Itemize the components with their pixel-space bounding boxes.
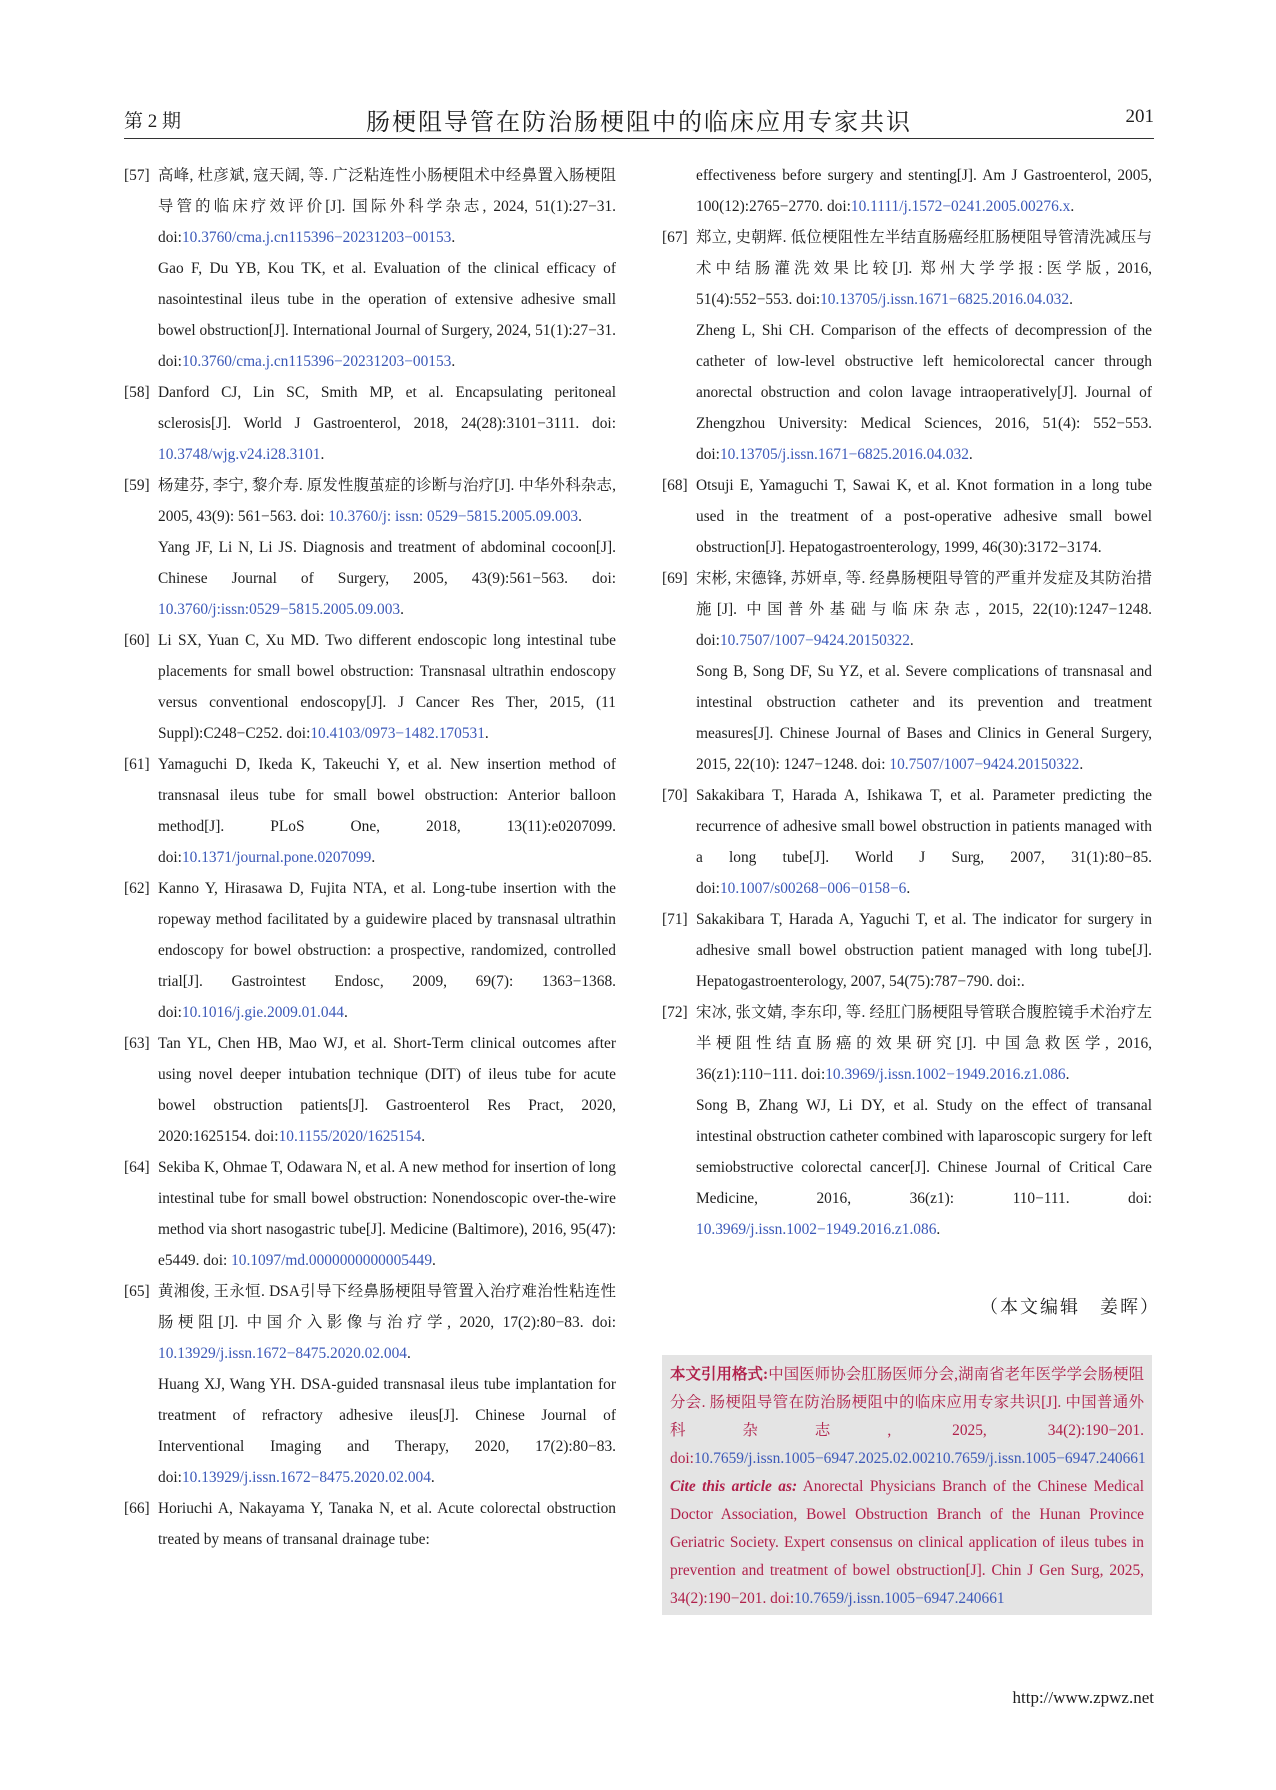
reference-body: 杨建芬, 李宁, 黎介寿. 原发性腹茧症的诊断与治疗[J]. 中华外科杂志, 2005, 43(9): 561−563. doi:	[158, 477, 616, 525]
page-header	[124, 100, 1154, 136]
footer-url-link[interactable]: http://www.zpwz.net	[1012, 1688, 1154, 1707]
reference-entry	[124, 625, 616, 749]
reference-body: 高峰, 杜彦斌, 寇天阔, 等. 广泛粘连性小肠梗阻术中经鼻置入肠梗阻导管的临床疗效评价[J]. 国际外科学杂志, 2024, 51(1):27−31. doi:	[158, 167, 616, 246]
reference-text	[158, 1276, 616, 1369]
reference-body: 宋冰, 张文婧, 李东印, 等. 经肛门肠梗阻导管联合腹腔镜手术治疗左半梗阻性结直肠癌的效果研究[J]. 中国急救医学, 2016, 36(z1):110−111. doi:	[696, 1004, 1152, 1083]
reference-entry	[124, 1028, 616, 1152]
doi-link[interactable]: 10.1097/md.0000000000005449	[231, 1252, 433, 1269]
reference-body: Tan YL, Chen HB, Mao WJ, et al. Short-Term clinical outcomes after using novel deeper intubation technique (DIT) of ileus tube for acute bowel obstruction patients[J]. Gastroenterol Res Pract, 2020, 2020:1625154. doi:	[158, 1035, 616, 1145]
citation-english	[670, 1473, 1144, 1613]
reference-text	[696, 563, 1152, 656]
reference-text	[158, 625, 616, 749]
reference-body: Gao F, Du YB, Kou TK, et al. Evaluation of the clinical efficacy of nasointestinal ileus tube in the operation of extensive adhesive small bowel obstruction[J]. International Journal of Surgery, 2024, 51(1):27−31. doi:	[158, 260, 616, 370]
reference-end-punctuation: .	[406, 1345, 411, 1362]
doi-link[interactable]: 10.3760/j: issn: 0529−5815.2005.09.003	[328, 508, 579, 525]
reference-body: Horiuchi A, Nakayama Y, Tanaka N, et al. Acute colorectal obstruction treated by means of transanal drainage tube:	[158, 1500, 616, 1548]
doi-link[interactable]: 10.7507/1007−9424.20150322	[889, 756, 1080, 773]
reference-text	[158, 470, 616, 532]
reference-text	[696, 997, 1152, 1090]
reference-entry	[124, 160, 616, 377]
running-title: 肠梗阻导管在防治肠梗阻中的临床应用专家共识	[366, 110, 912, 136]
reference-entry	[124, 1493, 616, 1555]
reference-entry	[124, 470, 616, 625]
reference-text	[696, 1090, 1152, 1245]
doi-link[interactable]: 10.1111/j.1572−0241.2005.00276.x	[850, 198, 1071, 215]
reference-body: 郑立, 史朝辉. 低位梗阻性左半结直肠癌经肛肠梗阻导管清洗减压与术中结肠灌洗效果比较[J]. 郑州大学学报:医学版, 2016, 51(4):552−553. doi:	[696, 229, 1152, 308]
doi-link[interactable]: 10.7507/1007−9424.20150322	[719, 632, 910, 649]
reference-body: Sakakibara T, Harada A, Ishikawa T, et al. Parameter predicting the recurrence of adhesive small bowel obstruction in patients managed with a long tube[J]. World J Surg, 2007, 31(1):80−85. doi:	[696, 787, 1152, 897]
reference-number: [60]	[124, 632, 150, 649]
page-number: 201	[1125, 106, 1154, 127]
reference-end-punctuation: .	[451, 229, 456, 246]
reference-end-punctuation: .	[578, 508, 582, 525]
reference-body: Sakakibara T, Harada A, Yaguchi T, et al. The indicator for surgery in adhesive small bowel obstruction patient managed with long tube[J]. Hepatogastroenterology, 2007, 54(75):787−790. doi:.	[696, 911, 1152, 990]
editor-note: （本文编辑 姜晖）	[980, 1297, 1160, 1317]
citation-english-doi-link[interactable]: 10.7659/j.issn.1005−6947.240661	[794, 1590, 1005, 1607]
reference-text	[158, 1152, 616, 1276]
reference-end-punctuation: .	[1070, 198, 1075, 215]
doi-link[interactable]: 10.1007/s00268−006−0158−6	[719, 880, 907, 897]
reference-text	[158, 253, 616, 377]
citation-chinese-label: 本文引用格式:	[670, 1366, 769, 1383]
reference-text	[158, 749, 616, 873]
reference-number: [66]	[124, 1500, 150, 1517]
issue-number: 第 2 期	[124, 111, 182, 132]
reference-body: Yamaguchi D, Ikeda K, Takeuchi Y, et al. New insertion method of transnasal ileus tube for small bowel obstruction: Anterior balloon method[J]. PLoS One, 2018, 13(11):e0207099. doi:	[158, 756, 616, 866]
reference-entry	[124, 873, 616, 1028]
reference-text	[696, 780, 1152, 904]
reference-entry	[662, 160, 1152, 222]
reference-number: [59]	[124, 477, 150, 494]
reference-end-punctuation: .	[432, 1252, 436, 1269]
reference-number: [64]	[124, 1159, 150, 1176]
reference-number: [62]	[124, 880, 150, 897]
reference-end-punctuation: .	[430, 1469, 435, 1486]
reference-end-punctuation: .	[421, 1128, 426, 1145]
reference-body: Li SX, Yuan C, Xu MD. Two different endoscopic long intestinal tube placements for small bowel obstruction: Transnasal ultrathin endoscopy versus conventional endoscopy[J]. J Cancer Res Ther, 2015, (11 Suppl):C248−C252. doi:	[158, 632, 616, 742]
reference-body: Zheng L, Shi CH. Comparison of the effects of decompression of the catheter of low-level obstructive left hemicolorectal cancer through anorectal obstruction and colon lavage intraoperatively[J]. Journal of Zhengzhou University: Medical Sciences, 2016, 51(4): 552−553. doi:	[696, 322, 1152, 463]
citation-box	[662, 1355, 1152, 1615]
header-divider	[124, 138, 1154, 139]
doi-link[interactable]: 10.1371/journal.pone.0207099	[181, 849, 372, 866]
reference-entry	[124, 1276, 616, 1493]
reference-body: Yang JF, Li N, Li JS. Diagnosis and treatment of abdominal cocoon[J]. Chinese Journal of Surgery, 2005, 43(9):561−563. doi:	[158, 539, 616, 587]
reference-end-punctuation: .	[1065, 1066, 1070, 1083]
reference-entry	[124, 1152, 616, 1276]
reference-end-punctuation: .	[909, 632, 914, 649]
doi-link[interactable]: 10.3760/cma.j.cn115396−20231203−00153	[181, 229, 452, 246]
reference-end-punctuation: .	[451, 353, 456, 370]
reference-entry	[662, 997, 1152, 1245]
reference-entry	[124, 377, 616, 470]
reference-text	[158, 1028, 616, 1152]
reference-number: [67]	[662, 229, 688, 246]
reference-text	[158, 1493, 616, 1555]
citation-chinese-doi-link[interactable]: 10.7659/j.issn.1005−6947.2025.02.00210.7659/j.issn.1005−6947.240661	[693, 1450, 1146, 1467]
reference-end-punctuation: .	[400, 601, 404, 618]
reference-entry	[662, 470, 1152, 563]
reference-text	[696, 315, 1152, 470]
reference-entry	[662, 563, 1152, 780]
reference-end-punctuation: .	[343, 1004, 348, 1021]
reference-body: Song B, Song DF, Su YZ, et al. Severe complications of transnasal and intestinal obstruction catheter and its prevention and treatment measures[J]. Chinese Journal of Bases and Clinics in General Surgery, 2015, 22(10): 1247−1248. doi:	[696, 663, 1152, 773]
citation-chinese-text: 中国医师协会肛肠医师分会,湖南省老年医学学会肠梗阻分会. 肠梗阻导管在防治肠梗阻中的临床应用专家共识[J]. 中国普通外科杂志, 2025, 34(2):190−201. doi:	[670, 1366, 1144, 1467]
reference-body: Song B, Zhang WJ, Li DY, et al. Study on the effect of transanal intestinal obstruction catheter combined with laparoscopic surgery for left semiobstructive colorectal cancer[J]. Chinese Journal of Critical Care Medicine, 2016, 36(z1): 110−111. doi:	[696, 1097, 1152, 1207]
reference-body: Kanno Y, Hirasawa D, Fujita NTA, et al. Long-tube insertion with the ropeway method facilitated by a guidewire placed by transnasal ultrathin endoscopy for bowel obstruction: a prospective, randomized, controlled trial[J]. Gastrointest Endosc, 2009, 69(7): 1363−1368. doi:	[158, 880, 616, 1021]
doi-link[interactable]: 10.1155/2020/1625154	[278, 1128, 422, 1145]
references-right-column	[662, 160, 1152, 1245]
reference-body: Sekiba K, Ohmae T, Odawara N, et al. A new method for insertion of long intestinal tube for small bowel obstruction: Nonendoscopic over-the-wire method via short nasogastric tube[J]. Medicine (Baltimore), 2016, 95(47): e5449. doi:	[158, 1159, 616, 1269]
doi-link[interactable]: 10.3748/wjg.v24.i28.3101	[158, 446, 321, 463]
doi-link[interactable]: 10.3760/j:issn:0529−5815.2005.09.003	[158, 601, 401, 618]
reference-end-punctuation: .	[936, 1221, 941, 1238]
reference-body: Otsuji E, Yamaguchi T, Sawai K, et al. Knot formation in a long tube used in the treatment of a post-operative adhesive small bowel obstruction[J]. Hepatogastroenterology, 1999, 46(30):3172−3174.	[696, 477, 1152, 556]
doi-link[interactable]: 10.3969/j.issn.1002−1949.2016.z1.086	[825, 1066, 1066, 1083]
reference-text	[158, 160, 616, 253]
reference-body: effectiveness before surgery and stenting[J]. Am J Gastroenterol, 2005, 100(12):2765−2770. doi:	[696, 167, 1152, 215]
citation-english-text: Anorectal Physicians Branch of the Chinese Medical Doctor Association, Bowel Obstruction Branch of the Hunan Province Geriatric Society. Expert consensus on clinical application of ileus tubes in prevention and treatment of bowel obstruction[J]. Chin J Gen Surg, 2025, 34(2):190−201. doi:	[670, 1478, 1144, 1607]
doi-link[interactable]: 10.13705/j.issn.1671−6825.2016.04.032	[820, 291, 1070, 308]
doi-link[interactable]: 10.13929/j.issn.1672−8475.2020.02.004	[181, 1469, 431, 1486]
reference-text	[696, 222, 1152, 315]
reference-number: [61]	[124, 756, 150, 773]
reference-end-punctuation: .	[1069, 291, 1073, 308]
reference-end-punctuation: .	[1079, 756, 1084, 773]
reference-text	[158, 1369, 616, 1493]
reference-number: [58]	[124, 384, 150, 401]
reference-body: 宋彬, 宋德锋, 苏妍卓, 等. 经鼻肠梗阻导管的严重并发症及其防治措施[J]. 中国普外基础与临床杂志, 2015, 22(10):1247−1248. doi:	[696, 570, 1152, 649]
reference-text	[696, 160, 1152, 222]
reference-end-punctuation: .	[371, 849, 376, 866]
reference-text	[696, 904, 1152, 997]
references-left-column	[124, 160, 616, 1555]
reference-number: [57]	[124, 167, 150, 184]
doi-link[interactable]: 10.13705/j.issn.1671−6825.2016.04.032	[719, 446, 969, 463]
reference-number: [63]	[124, 1035, 150, 1052]
doi-link[interactable]: 10.1016/j.gie.2009.01.044	[181, 1004, 344, 1021]
reference-number: [68]	[662, 477, 688, 494]
reference-body: 黄湘俊, 王永恒. DSA引导下经鼻肠梗阻导管置入治疗难治性粘连性肠梗阻[J]. 中国介入影像与治疗学, 2020, 17(2):80−83. doi:	[158, 1283, 616, 1331]
reference-text	[158, 873, 616, 1028]
reference-number: [69]	[662, 570, 688, 587]
citation-english-label: Cite this article as:	[670, 1478, 798, 1495]
doi-link[interactable]: 10.13929/j.issn.1672−8475.2020.02.004	[158, 1345, 407, 1362]
reference-body: Danford CJ, Lin SC, Smith MP, et al. Encapsulating peritoneal sclerosis[J]. World J Gastroenterol, 2018, 24(28):3101−3111. doi:	[158, 384, 616, 432]
reference-text	[696, 470, 1152, 563]
doi-link[interactable]: 10.4103/0973−1482.170531	[310, 725, 485, 742]
reference-number: [70]	[662, 787, 688, 804]
reference-entry	[662, 780, 1152, 904]
reference-body: Huang XJ, Wang YH. DSA-guided transnasal ileus tube implantation for treatment of refractory adhesive ileus[J]. Chinese Journal of Interventional Imaging and Therapy, 2020, 17(2):80−83. doi:	[158, 1376, 616, 1486]
reference-entry	[662, 904, 1152, 997]
reference-end-punctuation: .	[484, 725, 489, 742]
reference-end-punctuation: .	[320, 446, 325, 463]
reference-number: [65]	[124, 1283, 150, 1300]
reference-number: [71]	[662, 911, 688, 928]
reference-entry	[124, 749, 616, 873]
reference-text	[158, 377, 616, 470]
reference-end-punctuation: .	[968, 446, 973, 463]
doi-link[interactable]: 10.3760/cma.j.cn115396−20231203−00153	[181, 353, 452, 370]
reference-entry	[662, 222, 1152, 470]
reference-number: [72]	[662, 1004, 688, 1021]
reference-end-punctuation: .	[906, 880, 911, 897]
reference-text	[696, 656, 1152, 780]
reference-text	[158, 532, 616, 625]
doi-link[interactable]: 10.3969/j.issn.1002−1949.2016.z1.086	[696, 1221, 937, 1238]
citation-chinese	[670, 1361, 1144, 1473]
